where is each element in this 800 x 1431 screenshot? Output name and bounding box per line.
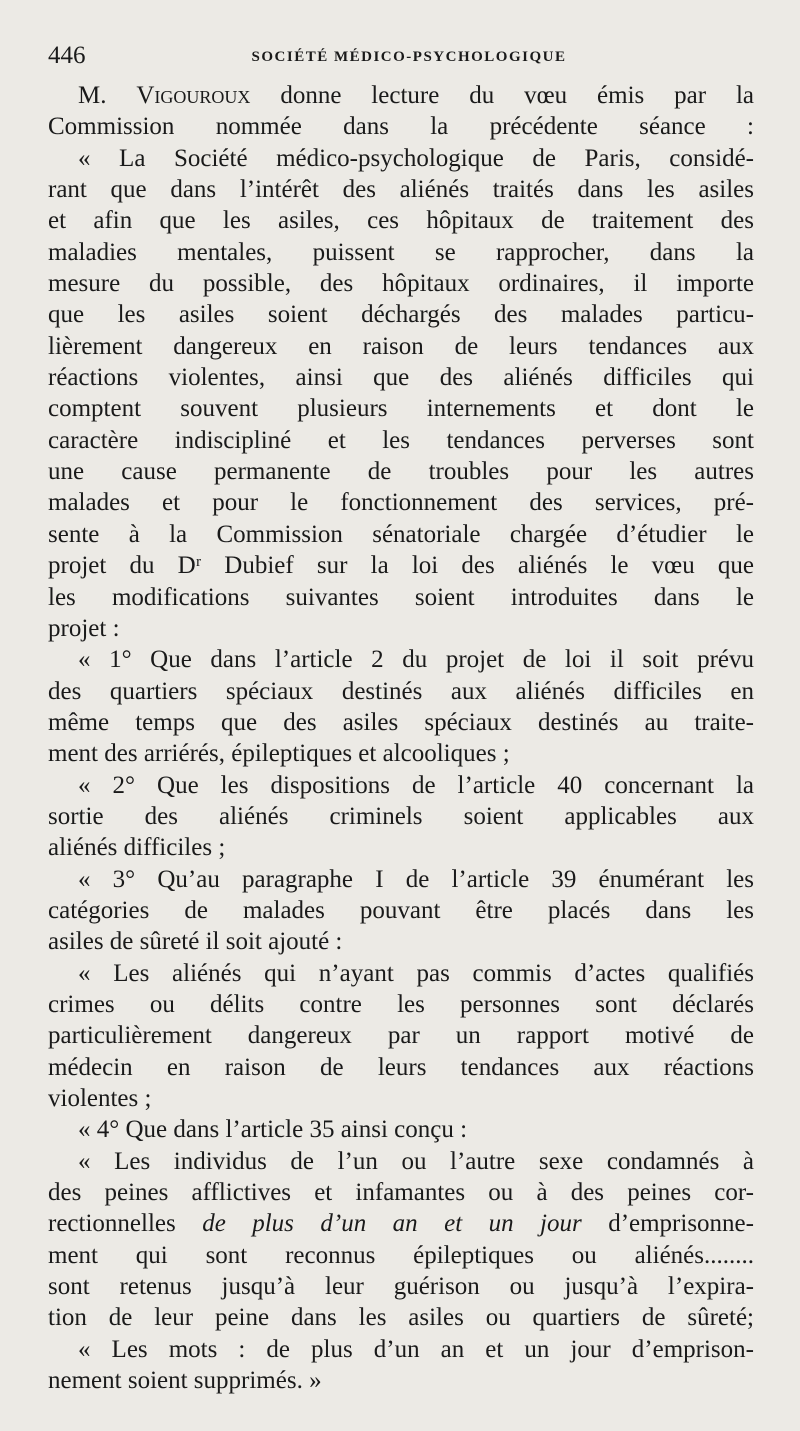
- text-line: [48, 738, 754, 769]
- text-segment: violentes ;: [48, 1085, 152, 1112]
- text-segment: nement soient supprimés. »: [48, 1367, 322, 1395]
- text-segment: lièrement dangereux en raison de leurs tendances aux: [48, 332, 754, 360]
- text-segment: de plus d’un an et un jour: [202, 1210, 582, 1238]
- text-segment: des quartiers spéciaux destinés aux aliénés difficiles en: [48, 677, 754, 705]
- text-line: [48, 582, 754, 613]
- text-line: [48, 676, 754, 707]
- text-segment: « Les mots : de plus d’un an et un jour d’emprison-: [78, 1335, 754, 1363]
- text-segment: projet du Dʳ Dubief sur la loi des aliénés le vœu que: [48, 552, 754, 580]
- text-segment: « Les aliénés qui n’ayant pas commis d’actes qualifiés: [78, 959, 754, 987]
- text-line: [48, 958, 754, 989]
- text-segment: Commission nommée dans la précédente séance :: [48, 113, 754, 141]
- text-line: [48, 331, 754, 362]
- text-segment: maladies mentales, puissent se rapprocher, dans la: [48, 238, 754, 266]
- text-line: [48, 832, 754, 863]
- running-title: SOCIÉTÉ MÉDICO-PSYCHOLOGIQUE: [251, 49, 567, 65]
- text-line: [48, 1177, 754, 1208]
- text-segment: aliénés difficiles ;: [48, 834, 226, 862]
- text-segment: tion de leur peine dans les asiles ou quartiers de sûreté;: [48, 1304, 754, 1332]
- text-line: [48, 864, 754, 895]
- text-line: [48, 770, 754, 801]
- text-segment: M.: [78, 82, 137, 109]
- text-line: [48, 550, 754, 581]
- text-segment: « 3° Qu’au paragraphe I de l’article 39 énumérant les: [78, 865, 754, 893]
- text-segment: rectionnelles: [48, 1210, 203, 1238]
- text-line: [48, 1114, 754, 1145]
- text-line: [48, 174, 754, 205]
- text-line: [48, 895, 754, 926]
- text-segment: médecin en raison de leurs tendances aux réactions: [48, 1053, 754, 1081]
- text-line: [48, 1020, 754, 1051]
- text-segment: ment des arriérés, épileptiques et alcooliques ;: [48, 740, 510, 768]
- text-segment: les modifications suivantes soient introduites dans le: [48, 583, 754, 611]
- text-line: [48, 926, 754, 957]
- text-line: [48, 1365, 754, 1396]
- text-segment: « La Société médico-psychologique de Paris, considé-: [78, 144, 754, 172]
- text-line: [48, 707, 754, 738]
- text-line: [48, 644, 754, 675]
- text-line: [48, 1083, 754, 1114]
- text-segment: malades et pour le fonctionnement des services, pré-: [48, 489, 754, 517]
- text-line: [48, 1052, 754, 1083]
- text-segment: Vigouroux: [136, 82, 251, 109]
- text-line: [48, 425, 754, 456]
- text-segment: ment qui sont reconnus épileptiques ou aliénés........: [48, 1241, 754, 1269]
- text-line: [48, 456, 754, 487]
- text-line: [48, 1334, 754, 1365]
- text-segment: mesure du possible, des hôpitaux ordinaires, il importe: [48, 270, 754, 298]
- text-segment: « Les individus de l’un ou l’autre sexe condamnés à: [78, 1147, 754, 1175]
- text-segment: des peines afflictives et infamantes ou à des peines cor-: [48, 1179, 754, 1207]
- text-segment: sont retenus jusqu’à leur guérison ou jusqu’à l’expira-: [48, 1273, 754, 1301]
- text-line: [48, 1302, 754, 1333]
- text-line: [48, 1146, 754, 1177]
- text-line: [48, 519, 754, 550]
- text-line: [48, 299, 754, 330]
- text-segment: rant que dans l’intérêt des aliénés traités dans les asiles: [48, 176, 754, 204]
- text-line: [48, 1208, 754, 1239]
- text-segment: projet :: [48, 614, 120, 642]
- text-segment: crimes ou délits contre les personnes sont déclarés: [48, 990, 754, 1018]
- text-segment: et afin que les asiles, ces hôpitaux de traitement des: [48, 207, 754, 235]
- text-segment: comptent souvent plusieurs internements et dont le: [48, 395, 754, 423]
- text-segment: même temps que des asiles spéciaux destinés au traite-: [48, 708, 754, 736]
- text-line: [48, 1240, 754, 1271]
- text-segment: sortie des aliénés criminels soient applicables aux: [48, 802, 754, 830]
- text-segment: que les asiles soient déchargés des malades particu-: [48, 301, 754, 329]
- page-number: 446: [48, 42, 86, 69]
- text-line: [48, 362, 754, 393]
- body-text: [48, 80, 754, 1396]
- text-line: [48, 1271, 754, 1302]
- text-line: [48, 989, 754, 1020]
- text-line: [48, 393, 754, 424]
- text-segment: une cause permanente de troubles pour les autres: [48, 458, 754, 486]
- text-segment: « 4° Que dans l’article 35 ainsi conçu :: [78, 1116, 468, 1144]
- text-line: [48, 487, 754, 518]
- text-line: [48, 205, 754, 236]
- text-segment: sente à la Commission sénatoriale chargée d’étudier le: [48, 520, 754, 548]
- text-line: [48, 143, 754, 174]
- text-line: [48, 80, 754, 111]
- text-segment: réactions violentes, ainsi que des aliénés difficiles qui: [48, 364, 754, 392]
- text-line: [48, 613, 754, 644]
- text-line: [48, 268, 754, 299]
- text-segment: « 1° Que dans l’article 2 du projet de loi il soit prévu: [78, 646, 754, 674]
- text-segment: particulièrement dangereux par un rapport motivé de: [48, 1022, 754, 1050]
- text-segment: asiles de sûreté il soit ajouté :: [48, 928, 343, 956]
- text-segment: catégories de malades pouvant être placés dans les: [48, 896, 754, 924]
- text-segment: « 2° Que les dispositions de l’article 40 concernant la: [78, 771, 754, 799]
- text-line: [48, 801, 754, 832]
- text-segment: d’emprisonne-: [581, 1210, 754, 1238]
- text-line: [48, 111, 754, 142]
- running-header: [48, 38, 752, 74]
- text-segment: donne lecture du vœu émis par la: [250, 82, 754, 109]
- text-line: [48, 237, 754, 268]
- text-segment: caractère indiscipliné et les tendances perverses sont: [48, 426, 754, 454]
